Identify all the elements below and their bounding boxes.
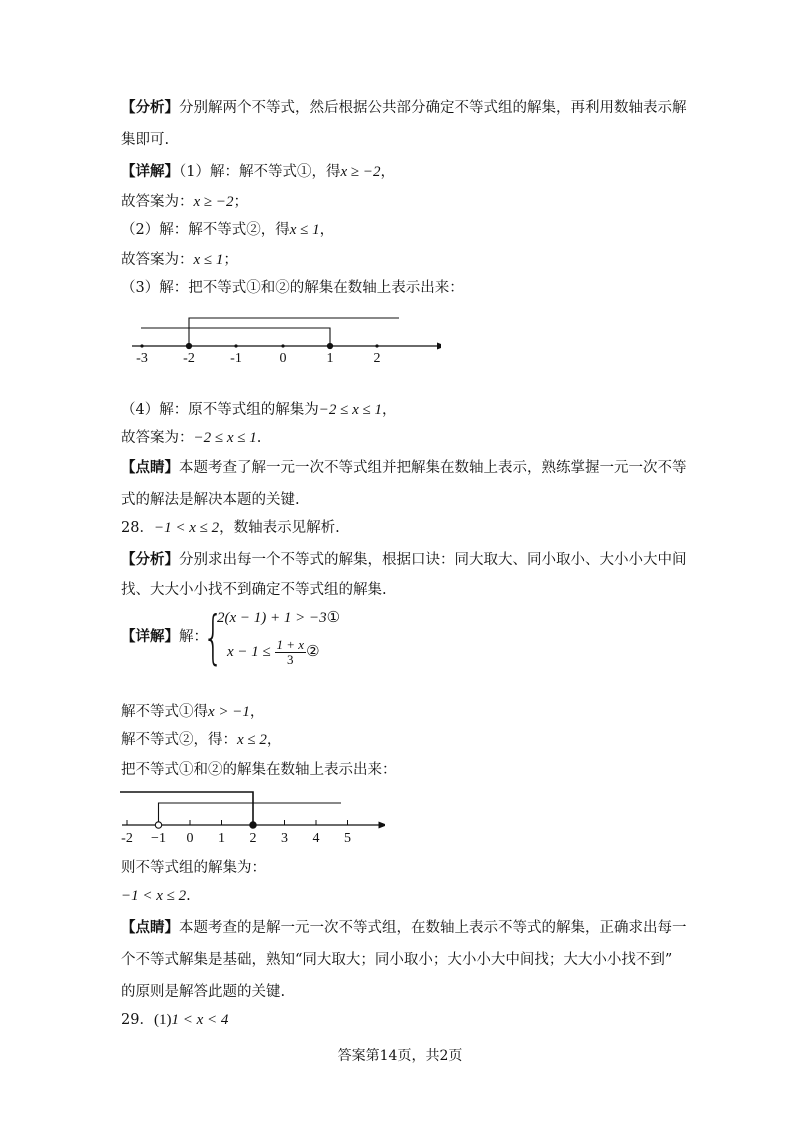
punctuation: ， bbox=[266, 732, 282, 748]
math-expression: −2 ≤ x ≤ 1 bbox=[318, 402, 382, 418]
answer-prefix: 故答案为： bbox=[121, 430, 194, 446]
axis-tick bbox=[375, 344, 378, 347]
analysis-text: 分别求出每一个不等式的解集，根据口诀：同大取大、同小取小、大小小大中间 bbox=[179, 552, 687, 568]
p27-detail-2 bbox=[121, 220, 334, 240]
solution-ray-a bbox=[159, 803, 342, 825]
p28-step1 bbox=[121, 702, 264, 722]
math-expression: 2(x − 1) + 1 > −3 bbox=[217, 610, 327, 626]
solution-ray-b bbox=[120, 792, 253, 825]
axis-arrow-icon bbox=[379, 822, 386, 829]
p28-comment-line3: 的原则是解答此题的关键. bbox=[121, 984, 286, 1000]
tick-label: 1 bbox=[326, 351, 334, 366]
tick-label: 5 bbox=[344, 831, 351, 846]
p28-comment-line2: 个不等式解集是基础，熟知“同大取大；同小取小；大小小大中间找；大大小小找不到” bbox=[121, 952, 673, 968]
fraction bbox=[275, 638, 307, 667]
tick-label: 2 bbox=[373, 351, 381, 366]
p28-comment-line1 bbox=[121, 918, 687, 938]
math-expression: x − 1 ≤ bbox=[227, 643, 271, 660]
comment-text: 本题考查的是解一元一次不等式组，在数轴上表示不等式的解集，正确求出每一 bbox=[179, 920, 687, 936]
circled-mark: ② bbox=[306, 643, 320, 660]
p28-analysis-line2: 找、大大小小找不到确定不等式组的解集. bbox=[121, 582, 387, 598]
solution-ray-a bbox=[189, 318, 399, 346]
p28-step2 bbox=[121, 730, 281, 750]
detail-text: （1）解：解不等式①，得 bbox=[179, 164, 341, 180]
step-text: 解不等式①得 bbox=[121, 704, 208, 720]
analysis-tag: 【分析】 bbox=[121, 99, 179, 116]
analysis-tag: 【分析】 bbox=[121, 551, 179, 568]
detail-text: （2）解：解不等式②，得 bbox=[121, 222, 290, 238]
page-footer: 答案第14页，共2页 bbox=[337, 1048, 463, 1064]
part-label: (1) bbox=[153, 1012, 172, 1028]
problem-number: 28． bbox=[121, 520, 154, 536]
answer-prefix: 故答案为： bbox=[121, 252, 194, 268]
punctuation: ； bbox=[223, 252, 238, 268]
tick-label: -3 bbox=[136, 351, 148, 366]
axis-tick bbox=[234, 344, 237, 347]
p27-answer-4 bbox=[121, 428, 261, 448]
p27-detail-1 bbox=[121, 162, 395, 182]
p29-header bbox=[121, 1010, 228, 1030]
p28-analysis-line1 bbox=[121, 550, 687, 570]
fraction-denominator: 3 bbox=[287, 652, 294, 667]
analysis-text: 分别解两个不等式，然后根据公共部分确定不等式组的解集，再利用数轴表示解 bbox=[179, 100, 687, 116]
solution-ray-b bbox=[141, 328, 330, 346]
comment-tag: 【点睛】 bbox=[121, 919, 179, 936]
math-expression: x ≤ 1 bbox=[193, 252, 224, 268]
p28-header bbox=[121, 518, 340, 538]
endpoint-a bbox=[155, 822, 161, 828]
tick-label: 3 bbox=[281, 831, 288, 846]
tick-label: −1 bbox=[151, 831, 166, 846]
endpoint-a bbox=[186, 343, 191, 348]
comment-tag: 【点睛】 bbox=[121, 459, 179, 476]
p27-answer-2 bbox=[121, 250, 238, 270]
p27-answer-1 bbox=[121, 192, 248, 212]
system-equation-1 bbox=[217, 608, 340, 627]
p27-detail-4 bbox=[121, 400, 396, 420]
tick-label: 0 bbox=[186, 831, 194, 846]
result-text: ，数轴表示见解析. bbox=[219, 520, 340, 536]
p27-analysis-line2: 集即可. bbox=[121, 132, 170, 148]
math-expression: x > −1 bbox=[208, 704, 250, 720]
number-line-1 bbox=[121, 308, 441, 368]
tick-label: -2 bbox=[183, 351, 195, 366]
punctuation: . bbox=[256, 430, 262, 446]
math-expression: x ≥ −2 bbox=[193, 194, 234, 210]
math-expression: −1 < x ≤ 2 bbox=[121, 888, 187, 904]
tick-label: -1 bbox=[230, 351, 242, 366]
detail-tag: 【详解】 bbox=[121, 628, 179, 645]
axis-tick bbox=[281, 344, 284, 347]
math-expression: x ≤ 2 bbox=[237, 732, 267, 748]
left-brace: { bbox=[203, 603, 224, 671]
axis-tick bbox=[140, 344, 143, 347]
axis-arrow-icon bbox=[437, 343, 441, 350]
number-line-2 bbox=[115, 784, 385, 848]
tick-label: 1 bbox=[218, 831, 225, 846]
inequality-system bbox=[121, 603, 441, 671]
math-expression: −1 < x ≤ 2 bbox=[153, 520, 220, 536]
detail-text: 解： bbox=[179, 629, 208, 645]
comment-text: 本题考查了解一元一次不等式组并把解集在数轴上表示，熟练掌握一元一次不等 bbox=[179, 460, 687, 476]
p27-comment-line2: 式的解法是解决本题的关键. bbox=[121, 492, 300, 508]
tick-label: -2 bbox=[121, 831, 133, 846]
detail-text: （4）解：原不等式组的解集为 bbox=[121, 402, 319, 418]
punctuation: ； bbox=[233, 194, 249, 210]
punctuation: . bbox=[186, 888, 191, 904]
p28-detail-label bbox=[121, 627, 208, 647]
math-expression: x ≥ −2 bbox=[340, 164, 381, 180]
system-equation-2 bbox=[227, 638, 320, 667]
p28-step3: 把不等式①和②的解集在数轴上表示出来： bbox=[121, 762, 397, 778]
tick-label: 4 bbox=[312, 831, 320, 846]
p27-analysis-line1 bbox=[121, 98, 687, 118]
problem-number: 29． bbox=[121, 1012, 154, 1028]
p27-detail-3: （3）解：把不等式①和②的解集在数轴上表示出来： bbox=[121, 280, 464, 296]
step-text: 解不等式②，得： bbox=[121, 732, 237, 748]
punctuation: ， bbox=[319, 222, 335, 238]
p28-conclusion-math bbox=[121, 886, 191, 906]
p27-comment-line1 bbox=[121, 458, 687, 478]
punctuation: ， bbox=[381, 402, 397, 418]
p28-conclusion: 则不等式组的解集为： bbox=[121, 860, 266, 876]
punctuation: ， bbox=[380, 164, 395, 180]
answer-prefix: 故答案为： bbox=[121, 194, 194, 210]
circled-mark: ① bbox=[326, 610, 341, 626]
detail-tag: 【详解】 bbox=[121, 163, 179, 180]
endpoint-b bbox=[250, 822, 256, 828]
math-expression: −2 ≤ x ≤ 1 bbox=[193, 430, 257, 446]
fraction-numerator: 1 + x bbox=[276, 637, 305, 652]
tick-label: 0 bbox=[279, 351, 287, 366]
math-expression: 1 < x < 4 bbox=[171, 1012, 229, 1028]
math-expression: x ≤ 1 bbox=[289, 222, 320, 238]
endpoint-b bbox=[327, 343, 332, 348]
punctuation: ， bbox=[249, 704, 265, 720]
tick-label: 2 bbox=[249, 831, 257, 846]
